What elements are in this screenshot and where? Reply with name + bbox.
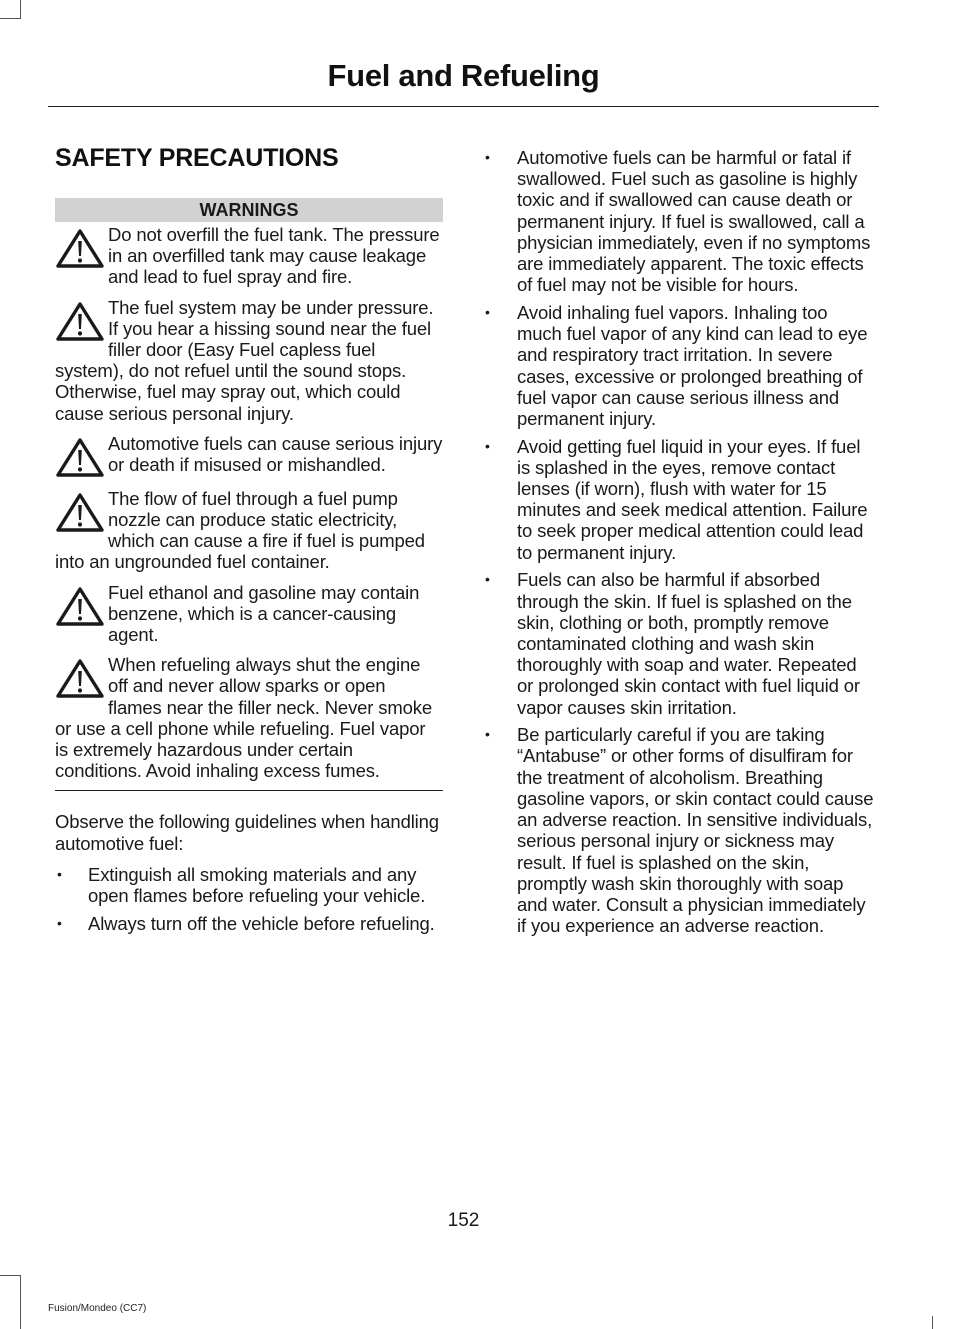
bullet-item: [483, 147, 875, 295]
crop-mark: [20, 1275, 21, 1329]
bullet-text: Avoid inhaling fuel vapors. Inhaling too much fuel vapor of any kind can lead to eye and respiratory tract irritation. In severe cases, excessive or prolonged breathing of fuel vapor can cause serious illness and permanent injury.: [517, 301, 868, 429]
warning-text: When refueling always shut the engine off and never allow sparks or open flames near the filler neck. Never smoke or use a cell phone while refueling. Fuel vapor is extremely hazardous under certain conditions. Avoid inhaling excess fumes.: [55, 654, 433, 782]
bullet-item: [483, 724, 875, 936]
bullet-item: [55, 864, 443, 906]
warning-triangle-icon: [55, 656, 107, 700]
bullet-icon: •: [57, 914, 62, 931]
bullet-icon: •: [57, 865, 62, 882]
bullet-item: [483, 436, 875, 563]
bullet-text: Automotive fuels can be harmful or fatal if swallowed. Fuel such as gasoline is highly toxic and if swallowed can cause death or permanent injury. If fuel is swallowed, call a physician immediately, even if no symptoms are immediately apparent. The toxic effects of fuel may not be visible for hours.: [517, 147, 871, 296]
right-bullet-list: [483, 147, 875, 936]
warning-triangle-icon: [55, 226, 107, 270]
crop-mark: [20, 0, 21, 19]
bullet-icon: •: [485, 149, 490, 165]
warning-triangle-icon: [55, 584, 107, 628]
page-number: 152: [447, 1210, 480, 1231]
crop-mark: [0, 18, 20, 19]
bullet-item: [483, 302, 875, 429]
warnings-header: WARNINGS: [55, 198, 443, 222]
section-title: SAFETY PRECAUTIONS: [55, 144, 339, 172]
right-column: [483, 147, 875, 943]
crop-mark: [932, 1316, 933, 1329]
bullet-icon: •: [485, 437, 490, 454]
warning-text: Fuel ethanol and gasoline may contain benzene, which is a cancer-causing agent.: [108, 581, 420, 646]
bullet-text: Avoid getting fuel liquid in your eyes. If fuel is splashed in the eyes, remove contact lenses (if worn), flush with water for 15 minutes and seek medical attention. Failure to seek proper medical attention could lead to permanent injury.: [517, 435, 868, 563]
bullet-icon: •: [485, 303, 490, 320]
warnings-end-divider: [55, 790, 443, 791]
guidelines-intro: Observe the following guidelines when handling automotive fuel:: [55, 811, 439, 854]
warning-text: Automotive fuels can cause serious injury or death if misused or mishandled.: [108, 432, 443, 476]
bullet-item: [55, 913, 443, 934]
bullet-item: [483, 569, 875, 717]
warning-item: [55, 582, 443, 646]
bullet-icon: •: [485, 726, 490, 743]
bullet-text: Fuels can also be harmful if absorbed through the skin. If fuel is splashed on the skin, clothing or both, promptly remove contaminated clothing and wash skin thoroughly with soap and water. Repeated or prolonged skin contact with fuel liquid or vapor causes skin irritation.: [517, 569, 860, 718]
warnings-list: [55, 224, 443, 781]
bullet-text: Be particularly careful if you are taking “Antabuse” or other forms of disulfiram for the treatment of alcoholism. Breathing gasoline vapors, or skin contact could cause an adverse reaction. In sensitive individuals, serious personal injury or sickness may result. If fuel is splashed on the skin, promptly wash skin thoroughly with soap and water. Consult a physician immediately if you experience an adverse reaction.: [517, 724, 874, 937]
crop-mark: [0, 1275, 20, 1276]
footer-model: Fusion/Mondeo (CC7): [48, 1303, 147, 1314]
warning-triangle-icon: [55, 490, 107, 534]
left-column: [55, 144, 443, 940]
warning-item: [55, 654, 443, 781]
title-divider: [48, 106, 879, 107]
bullet-icon: •: [485, 571, 490, 588]
warning-triangle-icon: [55, 299, 107, 343]
bullet-text: Extinguish all smoking materials and any open flames before refueling your vehicle.: [88, 863, 426, 907]
warning-text: The fuel system may be under pressure. If you hear a hissing sound near the fuel filler door (Easy Fuel capless fuel system), do not refuel until the sound stops. Otherwise, fuel may spray out, which could cause serious personal injury.: [55, 296, 434, 424]
warning-item: [55, 224, 443, 288]
warning-text: The flow of fuel through a fuel pump nozzle can produce static electricity, which can cause a fire if fuel is pumped into an ungrounded fuel container.: [55, 487, 425, 573]
warning-item: [55, 488, 443, 573]
warning-item: [55, 297, 443, 424]
bullet-text: Always turn off the vehicle before refueling.: [88, 912, 435, 934]
warning-item: [55, 433, 443, 479]
warning-text: Do not overfill the fuel tank. The pressure in an overfilled tank may cause leakage and lead to fuel spray and fire.: [108, 224, 440, 288]
page-title: Fuel and Refueling: [327, 58, 600, 93]
warning-triangle-icon: [55, 435, 107, 479]
left-bullet-list: [55, 864, 443, 934]
